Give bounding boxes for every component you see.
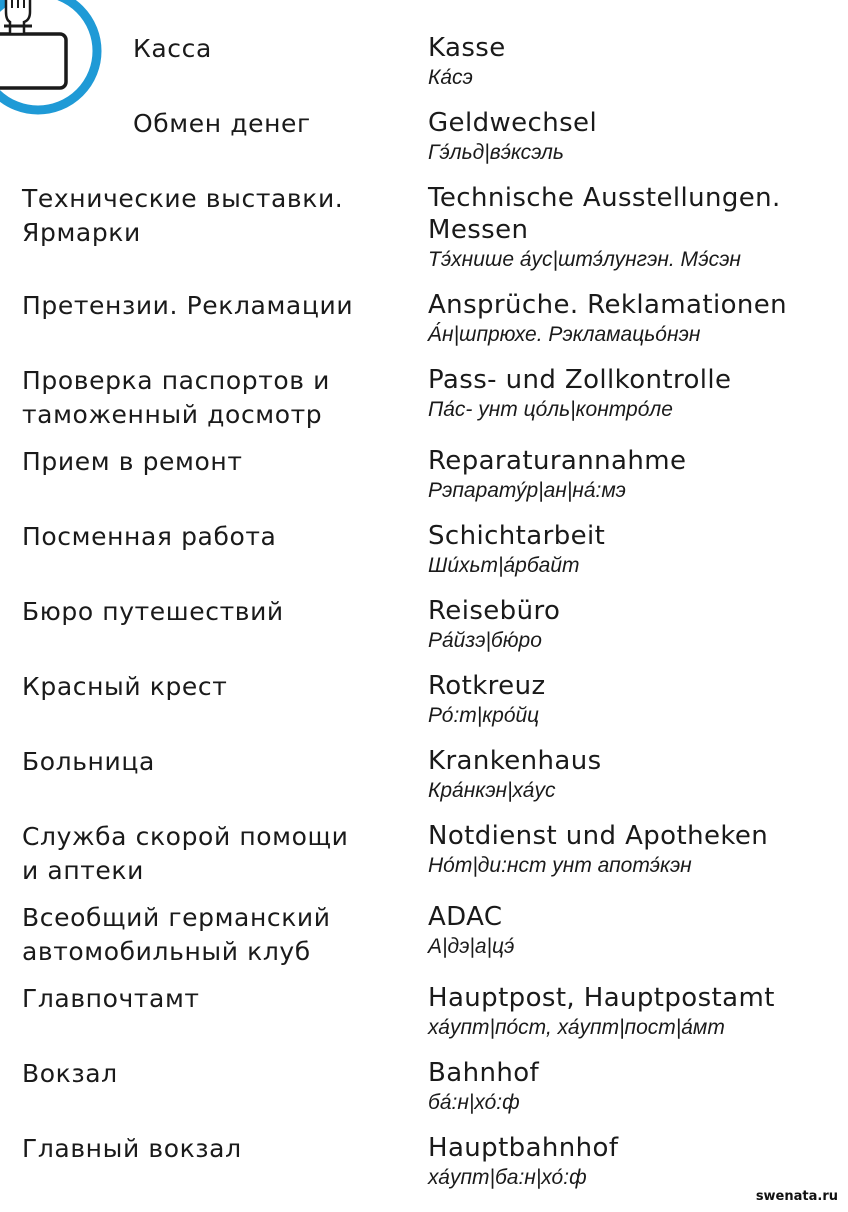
german-phrase: Reparaturannahme <box>428 446 687 476</box>
german-phrase: Pass- und Zollkontrolle <box>428 365 732 395</box>
german-phrase: Hauptpost, Hauptpostamt <box>428 983 775 1013</box>
german-phrase: Rotkreuz <box>428 671 546 701</box>
german-translation <box>428 32 506 91</box>
pronunciation: А|дэ|а|цэ́ <box>428 935 515 958</box>
german-translation <box>428 745 602 804</box>
pronunciation: ба́:н|хо́:ф <box>428 1091 520 1114</box>
russian-phrase: Прием в ремонт <box>22 447 243 476</box>
russian-phrase: Всеобщий германский автомобильный клуб <box>22 903 331 966</box>
german-phrase: Reisebüro <box>428 596 561 626</box>
russian-phrase: Вокзал <box>22 1059 118 1088</box>
pronunciation: ха́упт|ба:н|хо́:ф <box>428 1166 587 1189</box>
german-translation <box>428 901 514 960</box>
watermark: swenata.ru <box>755 1189 838 1204</box>
russian-phrase: Претензии. Рекламации <box>22 291 354 320</box>
german-phrase: Krankenhaus <box>428 746 602 776</box>
pronunciation: Ши́хьт|а́рбайт <box>428 554 580 577</box>
pronunciation: ха́упт|по́ст, ха́упт|пост|а́мт <box>428 1016 725 1039</box>
german-translation <box>428 107 597 166</box>
pronunciation: Гэ́льд|вэ́ксэль <box>428 141 564 164</box>
pronunciation: Па́с- унт цо́ль|контро́ле <box>428 398 673 421</box>
russian-phrase: Проверка паспортов и таможенный досмотр <box>22 366 331 429</box>
german-phrase: Technische Ausstellungen. Messen <box>428 183 781 245</box>
pronunciation: Но́т|ди:нст унт апотэ́кэн <box>428 854 692 877</box>
german-translation <box>428 595 560 654</box>
german-translation <box>428 289 787 348</box>
german-translation <box>428 182 781 273</box>
pronunciation: Тэ́хнише а́ус|штэ́лунгэн. Мэ́сэн <box>428 248 741 271</box>
russian-phrase: Бюро путешествий <box>22 597 284 626</box>
russian-phrase: Красный крест <box>22 672 228 701</box>
german-phrase: Notdienst und Apotheken <box>428 821 769 851</box>
cashier-hand-with-wallet-icon <box>0 0 110 131</box>
pronunciation: Кра́нкэн|ха́ус <box>428 779 556 802</box>
pronunciation: Ка́сэ <box>428 66 473 89</box>
pronunciation: А́н|шпрюхе. Рэкламацьо́нэн <box>428 323 701 346</box>
german-phrase: Bahnhof <box>428 1058 540 1088</box>
russian-phrase: Касса <box>133 34 212 63</box>
german-translation <box>428 982 775 1041</box>
german-phrase: Hauptbahnhof <box>428 1133 619 1163</box>
russian-phrase: Посменная работа <box>22 522 277 551</box>
russian-phrase: Больница <box>22 747 155 776</box>
pronunciation: Ро́:т|кро́йц <box>428 704 540 727</box>
german-translation <box>428 1057 539 1116</box>
russian-phrase: Технические выставки. Ярмарки <box>22 184 344 247</box>
pronunciation: Рэпарату́р|ан|на́:мэ <box>428 479 626 502</box>
russian-phrase: Обмен денег <box>133 109 311 138</box>
german-translation <box>428 445 686 504</box>
pronunciation: Ра́йзэ|бю́ро <box>428 629 542 652</box>
german-phrase: ADAC <box>428 902 503 932</box>
german-translation <box>428 670 546 729</box>
german-translation <box>428 520 605 579</box>
german-phrase: Ansprüche. Reklamationen <box>428 290 788 320</box>
german-translation <box>428 364 731 423</box>
german-translation <box>428 1132 618 1191</box>
german-phrase: Schichtarbeit <box>428 521 606 551</box>
russian-phrase: Главпочтамт <box>22 984 200 1013</box>
german-phrase: Geldwechsel <box>428 108 598 138</box>
russian-phrase: Главный вокзал <box>22 1134 242 1163</box>
russian-phrase: Служба скорой помощи и аптеки <box>22 822 349 885</box>
german-translation <box>428 820 768 879</box>
german-phrase: Kasse <box>428 33 506 63</box>
wallet-shape <box>0 34 66 88</box>
